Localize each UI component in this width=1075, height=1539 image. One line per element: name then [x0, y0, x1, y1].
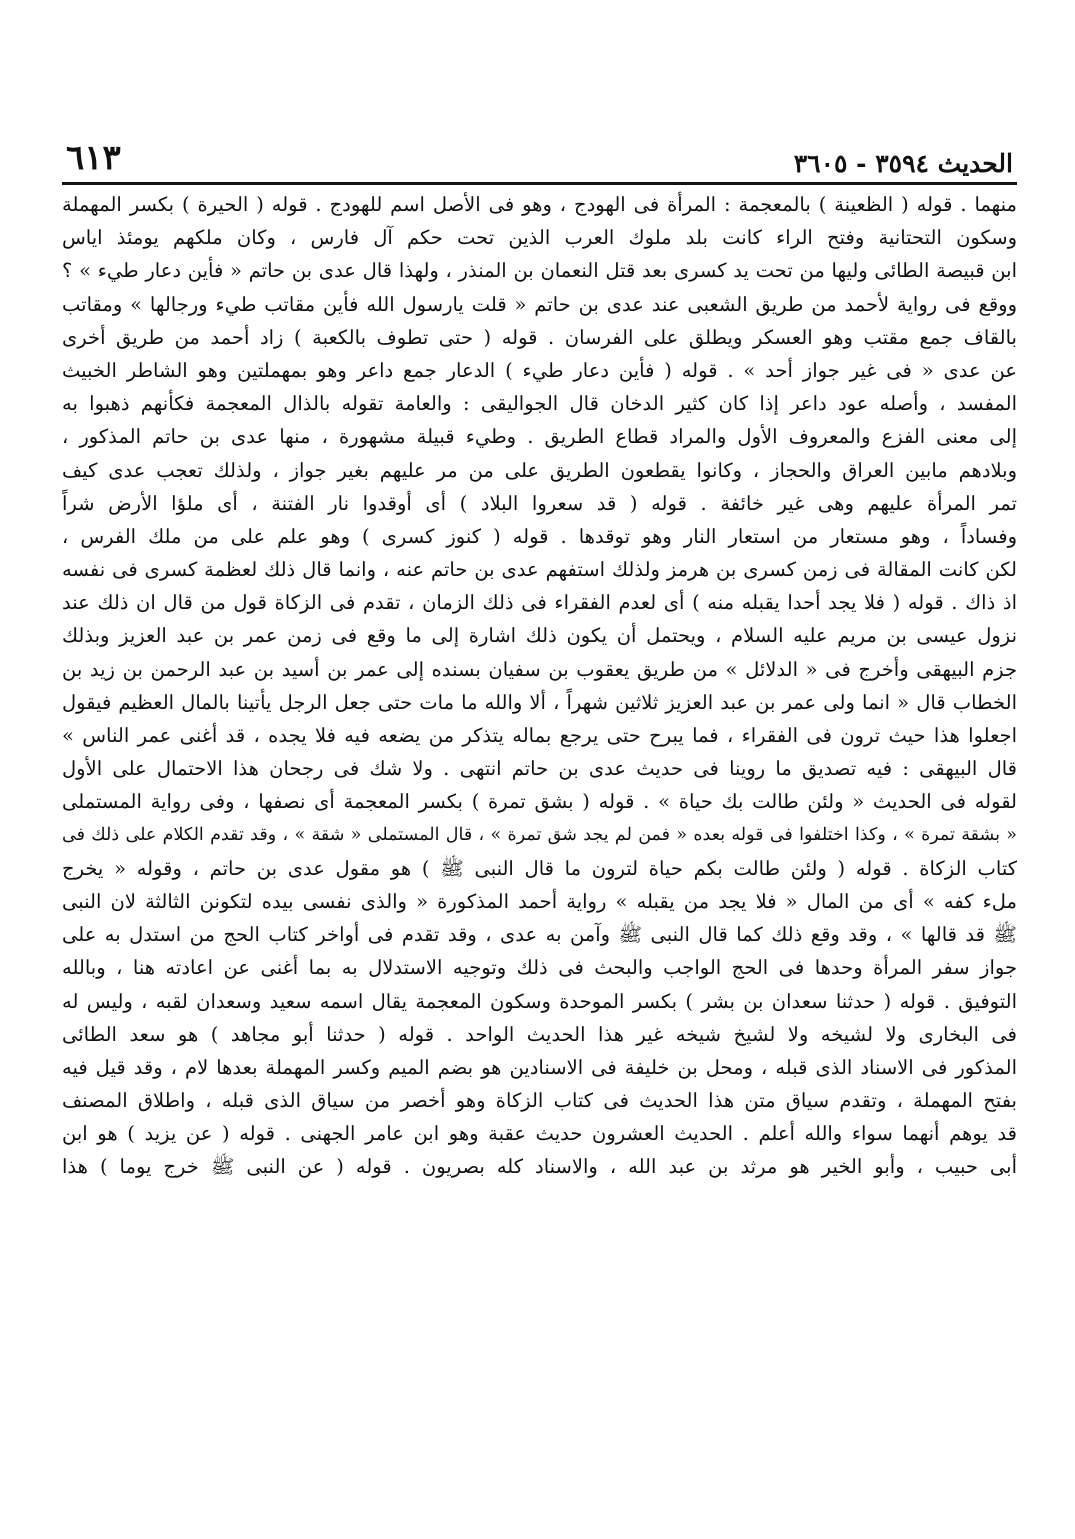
text-line: لكن كانت المقالة فى زمن كسرى بن هرمز ولذلك استفهم عدى بن حاتم عنه ، وانما قال ذلك لعظمة كسرى فى نفسه	[62, 558, 1017, 582]
text-line: وبلادهم مابين العراق والحجاز ، وكانوا يقطعون الطريق على من مر عليهم بغير جواز ، ولذلك تعجب عدى كيف	[62, 458, 1017, 482]
text-line: جواز سفر المرأة وحدها فى الحج الواجب والبحث فى ذلك وتوجيه الاستدلال به بما أغنى عن اعادته هنا ، وبالله	[62, 956, 1017, 980]
text-line: قال البيهقى : فيه تصديق ما روينا فى حديث عدى بن حاتم انتهى . ولا شك فى رجحان هذا الاحتمال على الأول	[62, 757, 1017, 781]
text-line: عن عدى « فى غير جواز أحد » . قوله ( فأين دعار طيء ) الدعار جمع داعر وهو بمهملتين وهو الشاطر الخبيث	[62, 358, 1017, 382]
book-page	[62, 130, 1017, 1520]
page-number: ٦١٣	[66, 138, 121, 178]
text-line: المفسد ، وأصله عود داعر إذا كان كثير الدخان قال الجواليقى : والعامة تقوله بالذال المعجمة فكأنهم ذهبوا به	[62, 392, 1017, 416]
text-line: جزم البيهقى وأخرج فى « الدلائل » من طريق يعقوب بن سفيان بسنده إلى عمر بن أسيد بن عبد الرحمن بن زيد بن	[62, 657, 1017, 681]
header-title: الحديث ٣٥٩٤ - ٣٦٠٥	[793, 149, 1013, 178]
text-line: كتاب الزكاة . قوله ( ولئن طالت بكم حياة لترون ما قال النبى ﷺ ) هو مقول عدى بن حاتم ، وقوله « يخرج	[62, 856, 1017, 880]
text-line: أبى حبيب ، وأبو الخير هو مرثد بن عبد الله ، والاسناد كله بصريون . قوله ( عن النبى ﷺ خرج يوما ) هذا	[62, 1155, 1017, 1179]
text-line: ملء كفه » أى من المال « فلا يجد من يقبله » رواية أحمد المذكورة « والذى نفسى بيده لتكونن الثالثة لان النبى	[62, 889, 1017, 913]
body-text	[62, 188, 1017, 1520]
text-line: إلى معنى الفزع والمعروف الأول والمراد قطاع الطريق . وطيء قبيلة مشهورة ، منها عدى بن حاتم المذكور ،	[62, 425, 1017, 449]
text-line: ابن قبيصة الطائى وليها من تحت يد كسرى بعد قتل النعمان بن المنذر ، ولهذا قال عدى بن حاتم « فأين دعار طيء » ؟	[62, 259, 1017, 283]
text-line: منهما . قوله ( الظعينة ) بالمعجمة : المرأة فى الهودج ، وهو فى الأصل اسم للهودج . قوله ( الحيرة ) بكسر المهملة	[62, 193, 1017, 216]
text-line: ووقع فى رواية لأحمد من طريق الشعبى عند عدى بن حاتم « قلت يارسول الله فأين مقاتب طيء ورجالها » ومقاتب	[62, 292, 1017, 316]
text-line: الخطاب قال « انما ولى عمر بن عبد العزيز ثلاثين شهراً ، ألا والله ما مات حتى جعل الرجل يأتينا بالمال العظيم فيقول	[62, 690, 1017, 714]
text-line: لقوله فى الحديث « ولئن طالت بك حياة » . قوله ( بشق تمرة ) بكسر المعجمة أى نصفها ، وفى رواية المستملى	[62, 790, 1017, 814]
text-line: بالقاف جمع مقتب وهو العسكر ويطلق على الفرسان . قوله ( حتى تطوف بالكعبة ) زاد أحمد من طريق أخرى	[62, 325, 1017, 349]
text-line: بفتح المهملة ، وتقدم سياق متن هذا الحديث فى كتاب الزكاة وهو أخصر من سياق الذى قبله ، واطلاق المصنف	[62, 1089, 1017, 1113]
text-line: فى البخارى ولا لشيخه ولا لشيخ شيخه غير هذا الحديث الواحد . قوله ( حدثنا أبو مجاهد ) هو سعد الطائى	[62, 1022, 1017, 1046]
text-line: تمر المرأة عليهم وهى غير خائفة . قوله ( قد سعروا البلاد ) أى أوقدوا نار الفتنة ، أى ملؤا الأرض شراً	[62, 491, 1017, 515]
text-line: قد يوهم أنهما سواء والله أعلم . الحديث العشرون حديث عقبة وهو ابن عامر الجهنى . قوله ( عن يزيد ) هو ابن	[62, 1122, 1017, 1146]
text-line: وسكون التحتانية وفتح الراء كانت بلد ملوك العرب الذين تحت حكم آل فارس ، وكان ملكهم يومئذ اياس	[62, 226, 1017, 250]
header-rule	[62, 182, 1017, 185]
text-line: التوفيق . قوله ( حدثنا سعدان بن بشر ) بكسر الموحدة وسكون المعجمة يقال اسمه سعيد وسعدان لقبه ، وليس له	[62, 989, 1017, 1013]
text-line: ﷺ قد قالها » ، وقد وقع ذلك كما قال النبى ﷺ وآمن به عدى ، وقد تقدم فى أواخر كتاب الحج من استدل به على	[62, 923, 1017, 947]
text-line: اذ ذاك . قوله ( فلا يجد أحدا يقبله منه ) أى لعدم الفقراء فى ذلك الزمان ، تقدم فى الزكاة قول من قال ان ذلك عند	[62, 591, 1017, 615]
text-line: نزول عيسى بن مريم عليه السلام ، ويحتمل أن يكون ذلك اشارة إلى ما وقع فى زمن عمر بن عبد العزيز وبذلك	[62, 624, 1017, 648]
running-header	[62, 130, 1017, 182]
text-line: اجعلوا هذا حيث ترون فى الفقراء ، فما يبرح حتى يرجع بماله يتذكر من يضعه فيه فلا يجده ، قد أغنى عمر الناس »	[62, 724, 1017, 747]
text-line: « بشقة تمرة » ، وكذا اختلفوا فى قوله بعده « فمن لم يجد شق تمرة » ، قال المستملى « شقة » ، وقد تقدم الكلام على ذلك فى	[62, 824, 1017, 845]
text-line: المذكور فى الاسناد الذى قبله ، ومحل بن خليفة فى الاسنادين هو بضم الميم وكسر المهملة بعدها لام ، وقد قيل فيه	[62, 1055, 1017, 1079]
text-line: وفساداً ، وهو مستعار من استعار النار وهو توقدها . قوله ( كنوز كسرى ) وهو علم على من ملك الفرس ،	[62, 524, 1017, 548]
